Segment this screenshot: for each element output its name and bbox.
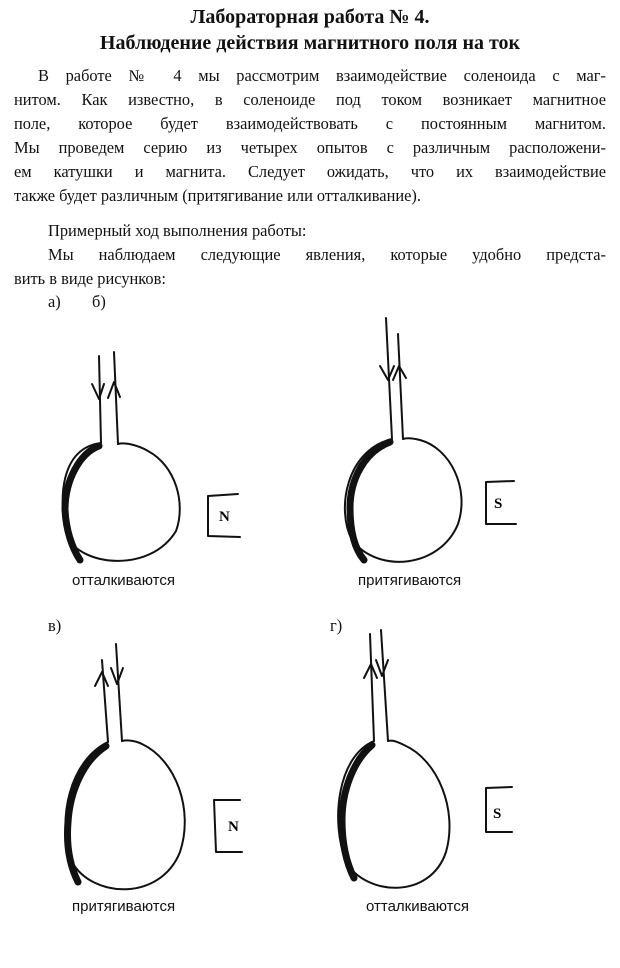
figure-a-letter: а) [48,292,61,311]
lab-subtitle: Наблюдение действия магнитного поля на ток [99,32,521,54]
wire-left-d [370,634,374,741]
magnet-pole-b: S [494,496,503,512]
arrow-up-c [95,672,108,686]
figure-b-letter: б) [92,292,106,311]
coil-thick-edge-b [350,442,390,560]
figure-d-letter: г) [330,616,343,635]
intro-line-2: нитом. Как известно, в соленоиде под током возникает магнитное [14,90,606,109]
procedure-heading: Примерный ход выполнения работы: [48,221,307,240]
coil-thick-edge-d [342,745,372,878]
observation-line-2: вить в виде рисунков: [14,269,166,288]
arrow-down-b [380,366,394,380]
intro-line-3: поле, которое будет взаимодействовать с постоянным магнитом. [14,114,606,133]
coil-thick-edge-c [67,746,106,882]
arrow-down-d [376,660,388,676]
coil-diagram-d [338,630,512,888]
arrow-down-a [92,384,104,399]
wire-right-a [114,352,118,444]
caption-c: притягиваются [72,898,176,915]
intro-line-4: Мы проведем серию из четырех опытов с различным расположени- [14,138,606,157]
figure-c-letter: в) [48,616,62,635]
wire-right-d [381,630,388,741]
wire-right-c [116,644,122,741]
wire-right-b [398,334,403,439]
coil-diagram-b [345,318,516,562]
arrow-up-a [108,382,120,398]
caption-d: отталкиваются [366,898,470,915]
magnet-pole-c: N [228,819,239,835]
intro-line-6: также будет различным (притягивание или отталкивание). [14,186,421,205]
observation-line-1: Мы наблюдаем следующие явления, которые удобно предста- [48,245,606,264]
magnet-pole-d: S [493,806,502,822]
magnet-pole-a: N [219,509,230,525]
caption-a: отталкиваются [72,572,176,589]
intro-line-1: В работе № 4 мы рассмотрим взаимодействие соленоида с маг- [38,66,606,85]
coil-diagram-c [65,644,242,889]
coil-diagram-a [63,352,240,561]
caption-b: притягиваются [358,572,462,589]
lab-title: Лабораторная работа № 4. [190,6,430,28]
intro-line-5: ем катушки и магнита. Следует ожидать, что их взаимодействие [14,162,606,181]
